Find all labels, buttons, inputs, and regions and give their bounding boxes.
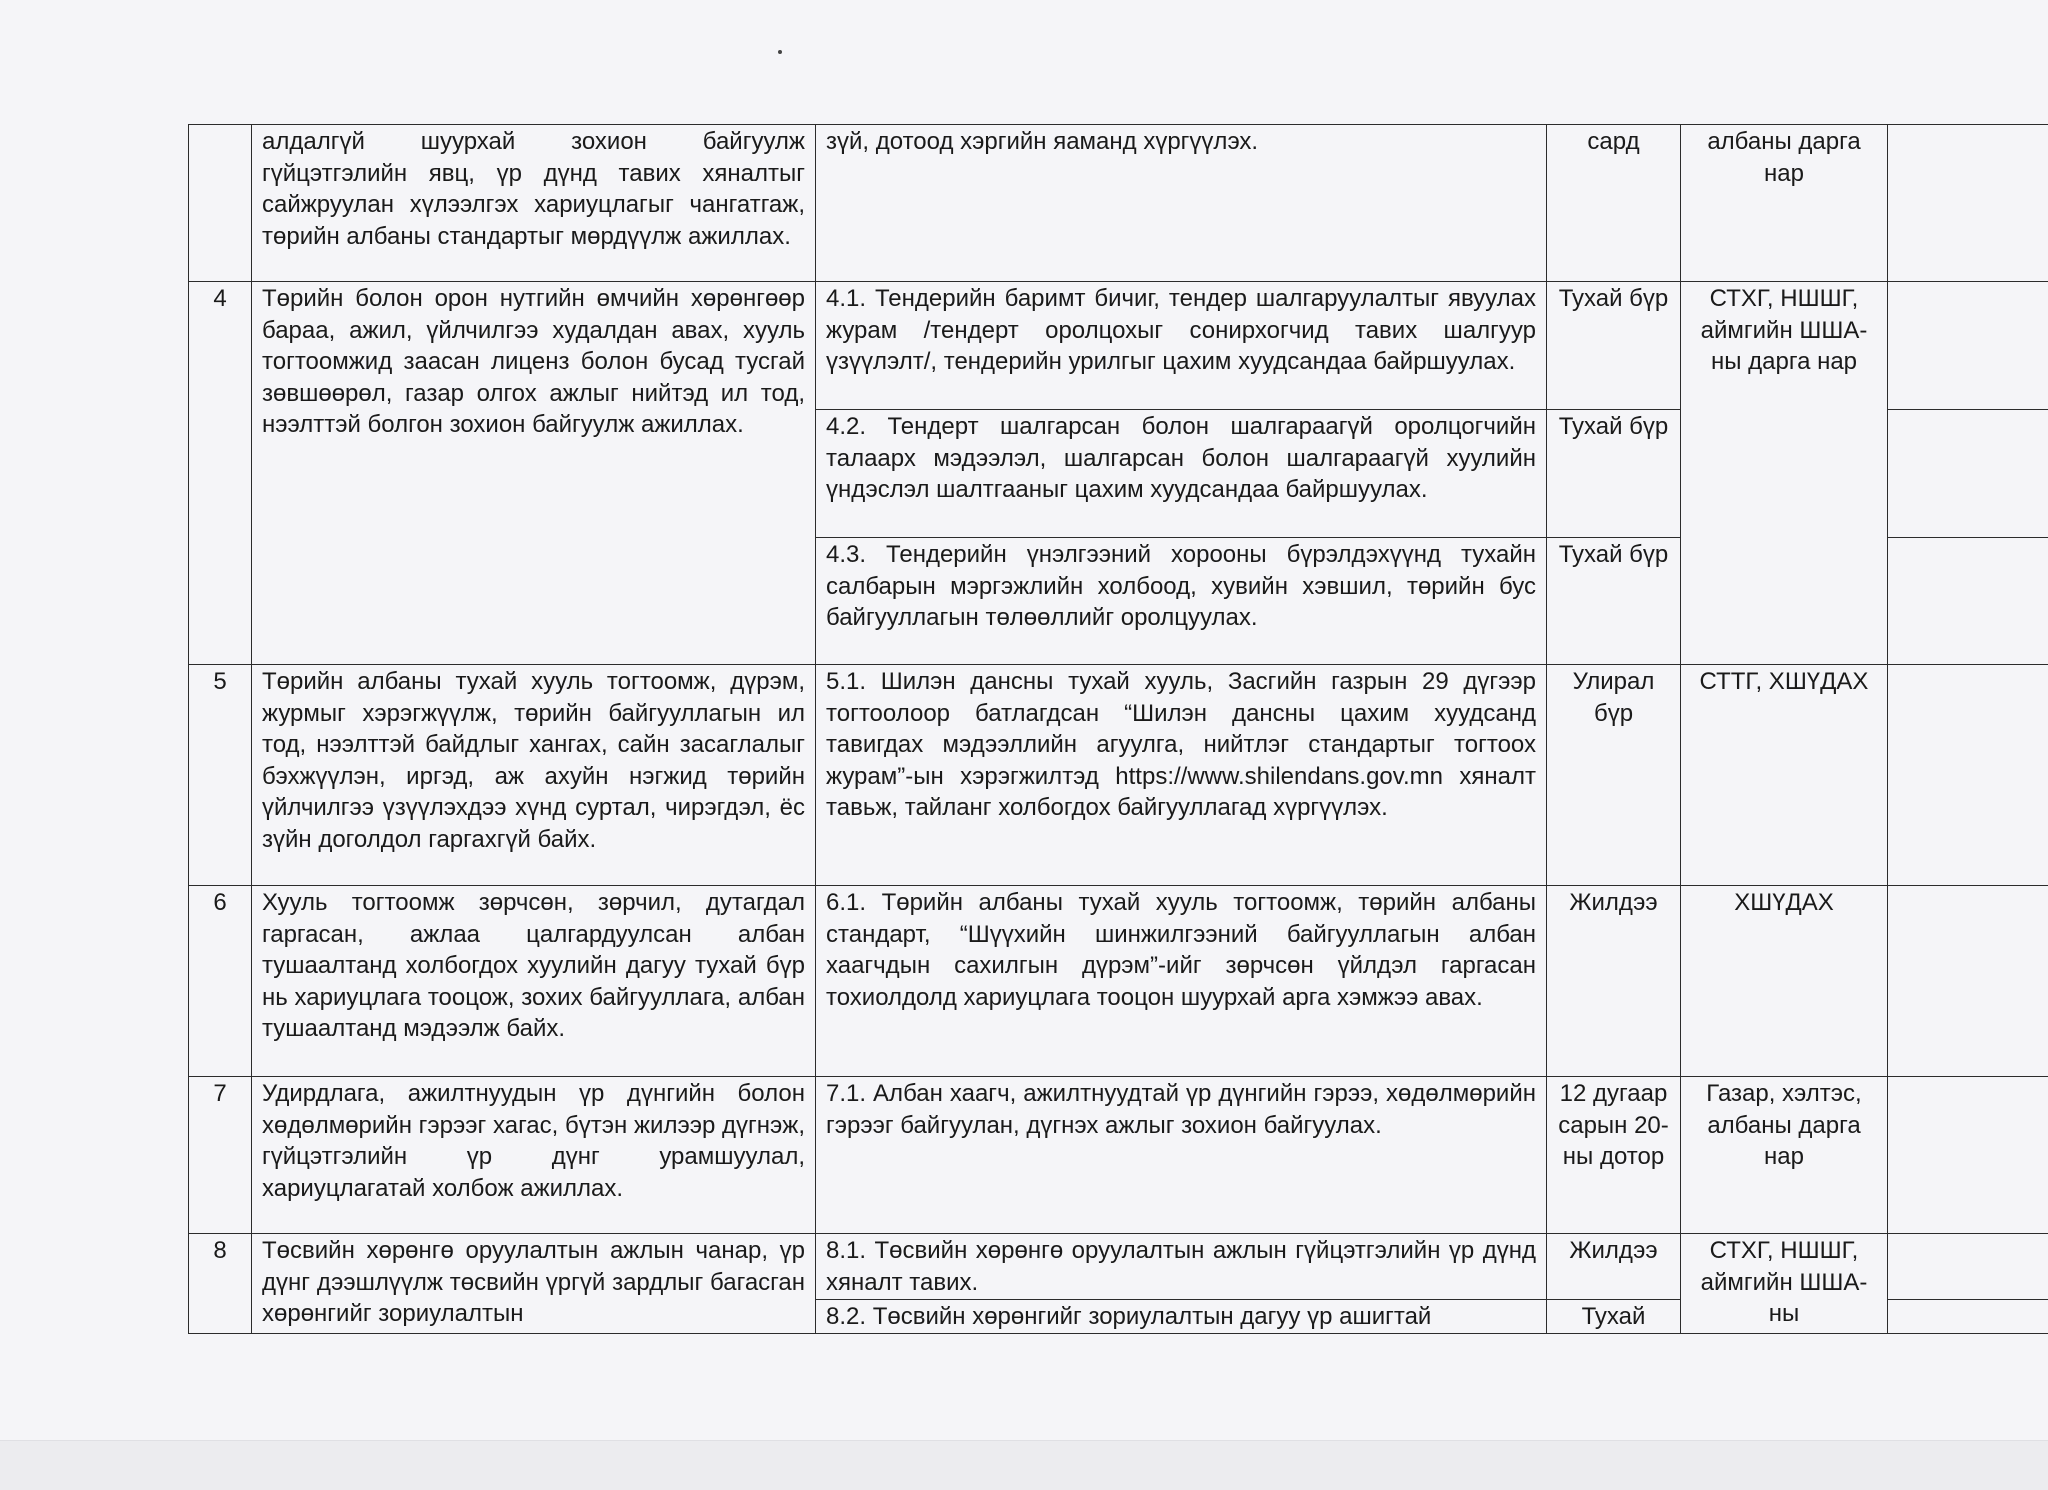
responsible-cell: СТТГ, ХШҮДАХ [1681,665,1888,886]
scan-speck [778,50,782,54]
table-row [189,665,2048,886]
notes-cell [1888,125,2048,282]
timing-cell: Тухай бүр [1547,282,1681,410]
scan-bottom-margin [0,1440,2048,1490]
row-number: 6 [189,886,252,1077]
action-cell: 4.3. Тендерийн үнэлгээний хорооны бүрэлдэхүүнд тухайн салбарын мэргэжлийн холбоод, хувийн хэвшил, төрийн бус байгууллагын төлөөллийг оролцуулах. [816,538,1547,665]
goal-cell: Хууль тогтоомж зөрчсөн, зөрчил, дутагдал гаргасан, ажлаа цалгардуулсан албан тушаалтанд холбогдох хуулийн дагуу тухай бүр нь хариуцлага тооцож, зохих байгууллага, албан тушаалтанд мэдээлж байх. [252,886,816,1077]
row-number [189,125,252,282]
notes-cell [1888,665,2048,886]
action-cell: зүй, дотоод хэргийн яаманд хүргүүлэх. [816,125,1547,282]
timing-cell: Улирал бүр [1547,665,1681,886]
goal-cell: Төрийн болон орон нутгийн өмчийн хөрөнгөөр бараа, ажил, үйлчилгээ худалдан авах, хууль тогтоомжид заасан лиценз болон бусад тусгай зөвшөөрөл, газар олгох ажлыг нийтэд ил тод, нээлттэй болгон зохион байгуулж ажиллах. [252,282,816,665]
timing-cell: Тухай бүр [1547,410,1681,538]
responsible-cell: ХШҮДАХ [1681,886,1888,1077]
table-row [189,1077,2048,1234]
action-cell: 4.1. Тендерийн баримт бичиг, тендер шалгаруулалтыг явуулах журам /тендерт оролцохыг сонирхогчид тавих шалгуур үзүүлэлт/, тендерийн урилгыг цахим хуудсандаа байршуулах. [816,282,1547,410]
notes-cell [1888,1077,2048,1234]
action-plan-table [188,124,2048,1334]
goal-cell: Удирдлага, ажилтнуудын үр дүнгийн болон хөдөлмөрийн гэрээг хагас, бүтэн жилээр дүгнэж, гүйцэтгэлийн үр дүнг урамшуулал, хариуцлагатай холбож ажиллах. [252,1077,816,1234]
action-cell: 6.1. Төрийн албаны тухай хууль тогтоомж, төрийн албаны стандарт, “Шүүхийн шинжилгээний байгууллагын албан хаагчдын сахилгын дүрэм”-ийг зөрчсөн үйлдэл гаргасан тохиолдолд хариуцлага тооцон шуурхай арга хэмжээ авах. [816,886,1547,1077]
action-cell: 7.1. Албан хаагч, ажилтнуудтай үр дүнгийн гэрээ, хөдөлмөрийн гэрээг байгуулан, дүгнэх ажлыг зохион байгуулах. [816,1077,1547,1234]
row-number: 4 [189,282,252,665]
notes-cell [1888,1234,2048,1300]
action-cell: 8.1. Төсвийн хөрөнгө оруулалтын ажлын гүйцэтгэлийн үр дүнд хяналт тавих. [816,1234,1547,1300]
action-cell: 8.2. Төсвийн хөрөнгийг зориулалтын дагуу үр ашигтай [816,1300,1547,1334]
notes-cell [1888,1300,2048,1334]
notes-cell [1888,410,2048,538]
goal-cell: алдалгүй шуурхай зохион байгуулж гүйцэтгэлийн явц, үр дүнд тавих хяналтыг сайжруулан хүлээлгэх хариуцлагыг чангатгаж, төрийн албаны стандартыг мөрдүүлж ажиллах. [252,125,816,282]
row-number: 8 [189,1234,252,1334]
notes-cell [1888,538,2048,665]
timing-cell: Жилдээ [1547,886,1681,1077]
action-cell: 4.2. Тендерт шалгарсан болон шалгараагүй оролцогчийн талаарх мэдээлэл, шалгарсан болон шалгараагүй хуулийн үндэслэл шалтгааныг цахим хуудсандаа байршуулах. [816,410,1547,538]
responsible-cell: Газар, хэлтэс, албаны дарга нар [1681,1077,1888,1234]
responsible-cell: албаны дарга нар [1681,125,1888,282]
table-row [189,125,2048,282]
notes-cell [1888,886,2048,1077]
goal-cell: Төсвийн хөрөнгө оруулалтын ажлын чанар, үр дүнг дээшлүүлж төсвийн үргүй зардлыг багасган хөрөнгийг зориулалтын [252,1234,816,1334]
timing-cell: сард [1547,125,1681,282]
row-number: 5 [189,665,252,886]
table-row [189,1234,2048,1300]
row-number: 7 [189,1077,252,1234]
goal-cell: Төрийн албаны тухай хууль тогтоомж, дүрэм, журмыг хэрэгжүүлж, төрийн байгууллагын ил тод, нээлттэй байдлыг хангах, сайн засаглалыг бэхжүүлэн, иргэд, аж ахуйн нэгжид төрийн үйлчилгээ үзүүлэхдээ хүнд суртал, чирэгдэл, ёс зүйн доголдол гаргахгүй байх. [252,665,816,886]
notes-cell [1888,282,2048,410]
timing-cell: Тухай [1547,1300,1681,1334]
responsible-cell: СТХГ, НШШГ, аймгийн ШША-ны [1681,1234,1888,1334]
action-cell: 5.1. Шилэн дансны тухай хууль, Засгийн газрын 29 дүгээр тогтоолоор батлагдсан “Шилэн дансны цахим хуудсанд тавигдах мэдээллийн агуулга, нийтлэг стандартыг тогтоох журам”-ын хэрэгжилтэд https://www.shilendans.gov.mn хяналт тавьж, тайланг холбогдох байгууллагад хүргүүлэх. [816,665,1547,886]
table-row [189,886,2048,1077]
responsible-cell: СТХГ, НШШГ, аймгийн ШША-ны дарга нар [1681,282,1888,665]
timing-cell: Тухай бүр [1547,538,1681,665]
timing-cell: Жилдээ [1547,1234,1681,1300]
timing-cell: 12 дугаар сарын 20-ны дотор [1547,1077,1681,1234]
table-row [189,282,2048,410]
